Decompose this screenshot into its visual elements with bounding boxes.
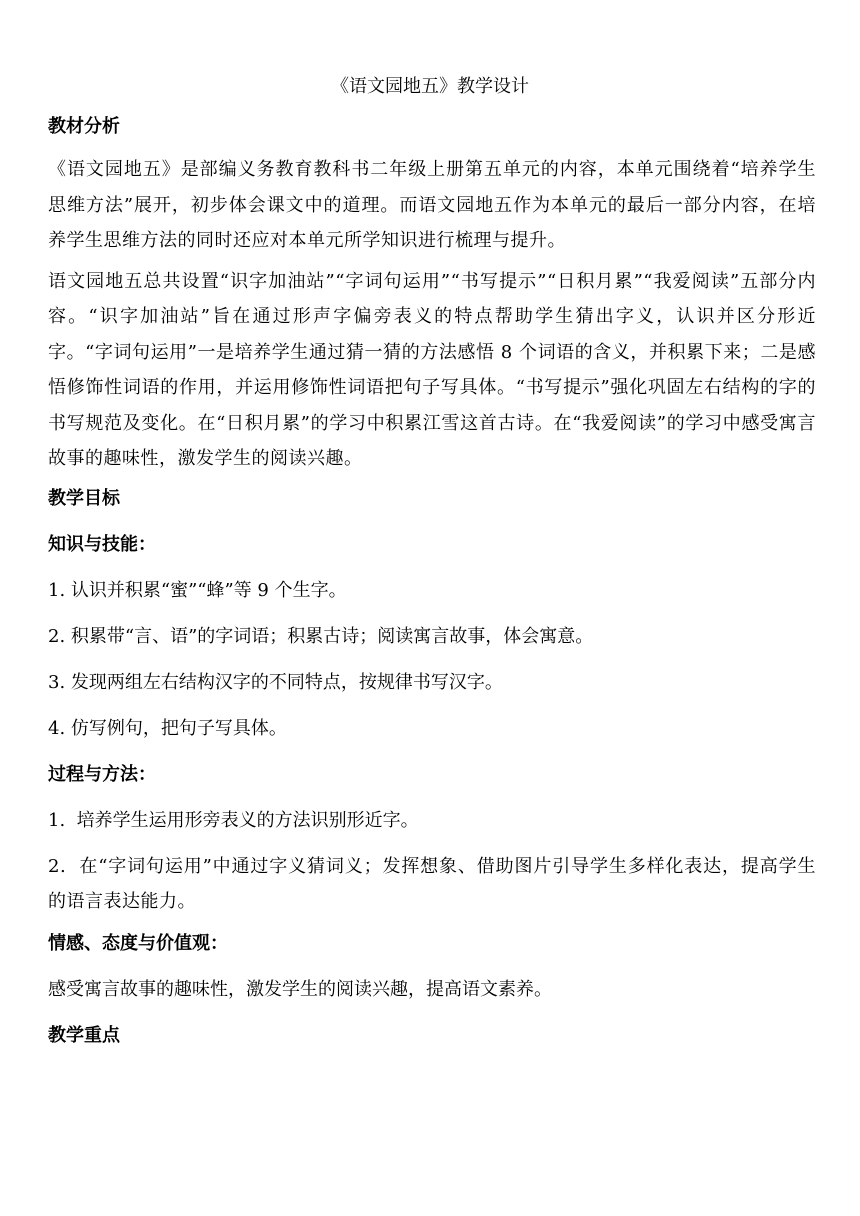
analysis-paragraph-2: 语文园地五总共设置“识字加油站”“字词句运用”“书写提示”“日积月累”“我爱阅读”五部分内容。“识字加油站”旨在通过形声字偏旁表义的特点帮助学生猜出字义，认识并区分形近字。“字词句运用”一是培养学生通过猜一猜的方法感悟 8 个词语的含义，并积累下来；二是感悟修饰性词语的作用，并运用修饰性词语把句子写具体。“书写提示”强化巩固左右结构的字的书写规范及变化。在“日积月累”的学习中积累江雪这首古诗。在“我爱阅读”的学习中感受寓言故事的趣味性，激发学生的阅读兴趣。	[48, 270, 816, 469]
process-item-1: 1. 培养学生运用形旁表义的方法识别形近字。	[48, 809, 419, 831]
section-heading-key-points: 教学重点	[48, 1024, 120, 1046]
process-item-2: 2. 在“字词句运用”中通过字义猜词义；发挥想象、借助图片引导学生多样化表达，提高学生的语言表达能力。	[48, 855, 816, 912]
knowledge-item-3: 3. 发现两组左右结构汉字的不同特点，按规律书写汉字。	[48, 671, 503, 693]
emotion-text: 感受寓言故事的趣味性，激发学生的阅读兴趣，提高语文素养。	[48, 978, 552, 1000]
section-heading-goals: 教学目标	[48, 487, 120, 509]
knowledge-item-1: 1. 认识并积累“蜜”“蜂”等 9 个生字。	[48, 579, 347, 601]
document-body	[48, 115, 816, 1061]
knowledge-item-2: 2. 积累带“言、语”的字词语；积累古诗；阅读寓言故事，体会寓意。	[48, 625, 594, 647]
document-title: 《语文园地五》教学设计	[331, 76, 529, 97]
subheading-emotion: 情感、态度与价值观：	[48, 932, 228, 954]
subheading-knowledge: 知识与技能：	[48, 533, 156, 555]
analysis-paragraph-1: 《语文园地五》是部编义务教育教科书二年级上册第五单元的内容，本单元围绕着“培养学生思维方法”展开，初步体会课文中的道理。而语文园地五作为本单元的最后一部分内容，在培养学生思维方法的同时还应对本单元所学知识进行梳理与提升。	[48, 159, 816, 251]
section-heading-analysis: 教材分析	[48, 116, 120, 137]
knowledge-item-4: 4. 仿写例句，把句子写具体。	[48, 717, 287, 739]
subheading-process: 过程与方法：	[48, 763, 156, 785]
